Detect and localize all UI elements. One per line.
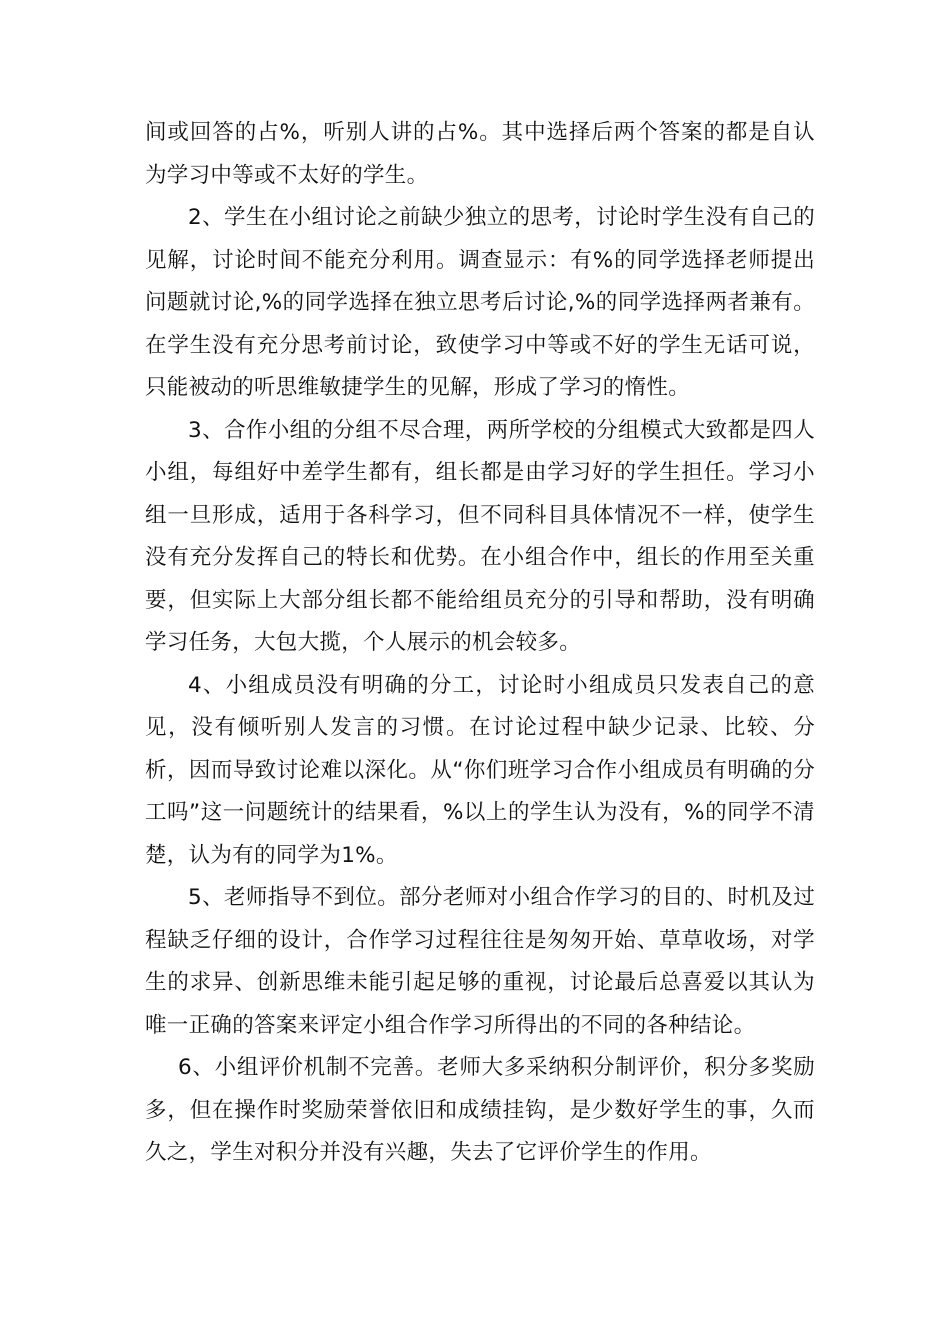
paragraph-item-3: 3、合作小组的分组不尽合理，两所学校的分组模式大致都是四人小组，每组好中差学生都有，组长都是由学习好的学生担任。学习小组一旦形成，适用于各科学习，但不同科目具体情况不一样，使学生没有充分发挥自己的特长和优势。在小组合作中，组长的作用至关重要，但实际上大部分组长都不能给组员充分的引导和帮助，没有明确学习任务，大包大揽，个人展示的机会较多。 [145, 417, 815, 655]
paragraph-item-6: 6、小组评价机制不完善。老师大多采纳积分制评价，积分多奖励多，但在操作时奖励荣誉依旧和成绩挂钩，是少数好学生的事，久而久之，学生对积分并没有兴趣，失去了它评价学生的作用。 [145, 1055, 815, 1165]
document-body [145, 112, 815, 1175]
paragraph-continuation: 间或回答的占%，听别人讲的占%。其中选择后两个答案的都是自认为学习中等或不太好的学生。 [145, 120, 815, 188]
paragraph-item-5: 5、老师指导不到位。部分老师对小组合作学习的目的、时机及过程缺乏仔细的设计，合作学习过程往往是匆匆开始、草草收场，对学生的求异、创新思维未能引起足够的重视，讨论最后总喜爱以其认为唯一正确的答案来评定小组合作学习所得出的不同的各种结论。 [145, 885, 815, 1038]
paragraph-item-2: 2、学生在小组讨论之前缺少独立的思考，讨论时学生没有自己的见解，讨论时间不能充分利用。调查显示：有%的同学选择老师提出问题就讨论,%的同学选择在独立思考后讨论,%的同学选择两者兼有。在学生没有充分思考前讨论，致使学习中等或不好的学生无话可说，只能被动的听思维敏捷学生的见解，形成了学习的惰性。 [145, 205, 815, 400]
paragraph-item-4: 4、小组成员没有明确的分工，讨论时小组成员只发表自己的意见，没有倾听别人发言的习惯。在讨论过程中缺少记录、比较、分析，因而导致讨论难以深化。从“你们班学习合作小组成员有明确的分工吗”这一问题统计的结果看，%以上的学生认为没有，%的同学不清楚，认为有的同学为1%。 [145, 672, 815, 868]
